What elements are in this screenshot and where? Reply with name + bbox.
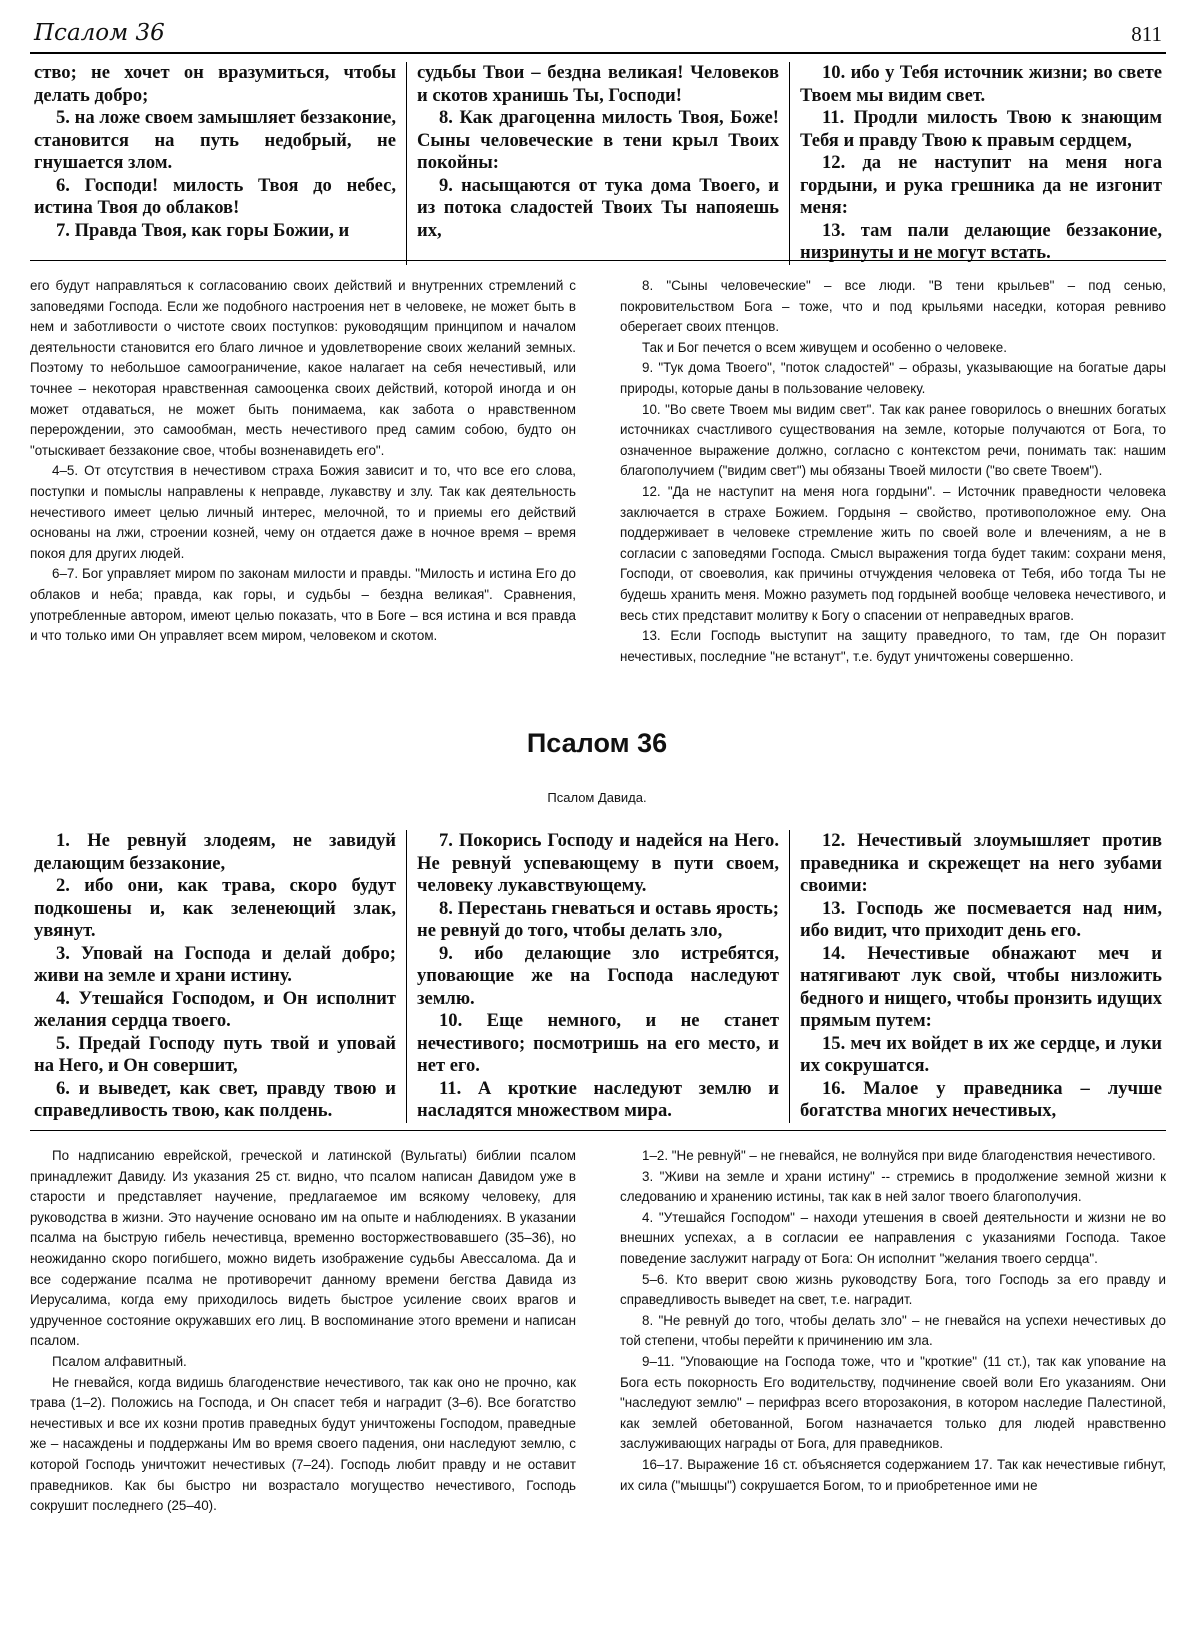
commentary-paragraph: 9. "Тук дома Твоего", "поток сладостей" – образы, указывающие на богатые дары природы, которые даны в пользование человеку.	[620, 360, 1166, 396]
commentary-paragraph: его будут направляться к согласованию своих действий и внутренних стремлений с заповедями Господа. Если же подобного настроения нет в человеке, не может быть в нем и заботливости о чистоте своих поступков: руководящим принципом и началом деятельности становится его благо личное и удовлетворение своих желаний земных. Поэтому то небольшое самоограничение, какое налагает на себя нечестивый, или точнее – некоторая нравственная самооценка своих действий, которой иногда и он может отдаваться, не может быть понимаема, как забота о нравственном перерождении, это самообман, месть нечестивого пред самим собою, будто он "отыскивает беззаконие свое, чтобы возненавидеть его".	[30, 278, 576, 458]
verse-text: 7. Покорись Господу и надейся на Него. Не ревнуй успевающему в пути своем, человеку лукавствующему.	[417, 830, 779, 896]
verse-text: ство; не хочет он вразумиться, чтобы делать добро;	[34, 62, 396, 106]
verse-text: 15. меч их войдет в их же сердце, и луки их сокрушатся.	[800, 1032, 1162, 1076]
psalm-title: Псалом 36	[526, 728, 668, 758]
commentary-paragraph: Не гневайся, когда видишь благоденствие нечестивого, так как оно не прочно, как трава (1–2). Положись на Господа, и Он спасет тебя и наградит (3–6). Все богатство нечестивых и все их козни против праведных будут уничтожены Господом, праведные же – насаждены и поддержаны Им во время своего падения, они наследуют землю, с которой Господь уничтожит нечестивых (7–24). Господь любит правду и не оставит праведников. Как бы быстро ни возрастало могущество нечестивого, Господь сокрушит последнего (25–40).	[30, 1374, 576, 1514]
commentary-paragraph: 9–11. "Уповающие на Господа тоже, что и "кроткие" (11 ст.), так как упование на Бога есть покорность Его водительству, подчинение своей воли Его указаниям. Они "наследуют землю" – перифраз всего второзакония, в котором наследие Палестиной, как землей обетованной, Богом назначается только для людей нравственно заслуживающих награды от Бога, для праведников.	[620, 1353, 1166, 1452]
running-header	[30, 18, 1166, 54]
commentary-paragraph: 8. "Сыны человеческие" – все люди. "В тени крыльев" – под сенью, покровительством Бога – тоже, что и под крыльями наседки, которая ревниво оберегает своих птенцов.	[620, 278, 1166, 335]
psalm-superscription: Псалом Давида.	[547, 790, 647, 805]
verse-text: 6. Господи! милость Твоя до небес, истина Твоя до облаков!	[34, 174, 396, 218]
psalm-verse-columns	[30, 830, 1166, 1123]
verse-text: 10. Еще немного, и не станет нечестивого; посмотришь на его место, и нет его.	[417, 1010, 779, 1076]
psalm-verse-column-2	[406, 830, 789, 1123]
psalm-verse-column-3	[789, 830, 1166, 1123]
page-number: 811	[1131, 22, 1162, 46]
commentary-paragraph: 3. "Живи на земле и храни истину" -- стремись в продолжение земной жизни к следованию и хранению истины, так как в ней залог твоего благополучия.	[620, 1168, 1166, 1205]
verse-text: 5. на ложе своем замышляет беззаконие, становится на путь недобрый, не гнушается злом.	[34, 107, 396, 173]
commentary-paragraph: 16–17. Выражение 16 ст. объясняется содержанием 17. Так как нечестивые гибнут, их сила ("мышцы") сокрушается Богом, то и приобретенное ими не	[620, 1456, 1166, 1493]
verse-text: 7. Правда Твоя, как горы Божии, и	[56, 219, 350, 241]
verse-text: судьбы Твои – бездна великая! Человеков и скотов хранишь Ты, Господи!	[417, 62, 779, 106]
commentary-paragraph: Псалом алфавитный.	[52, 1353, 187, 1369]
verse-text: 3. Уповай на Господа и делай добро; живи на земле и храни истину.	[34, 942, 396, 986]
bottom-commentary-left	[30, 1146, 576, 1517]
verse-text: 11. А кроткие наследуют землю и насладятся множеством мира.	[417, 1077, 779, 1121]
section-divider	[30, 260, 1166, 261]
verse-text: 10. ибо у Тебя источник жизни; во свете Твоем мы видим свет.	[800, 62, 1162, 106]
section-divider	[30, 1130, 1166, 1131]
commentary-paragraph: 12. "Да не наступит на меня нога гордыни". – Источник праведности человека заключается в страхе Божием. Гордыня – свойство, противоположное ему. Она поддерживает в человеке стремление жить по своей воле и влечениям, а не в согласии с заповедями Господа. Смысл выражения тогда будет таким: сохрани меня, Господи, от своеволия, как причины отчуждения человека от Тебя, ибо тогда Ты не будешь хранить меня. Можно разуметь под гордыней вообще человека нечестивого, и весь стих представит молитву к Богу о спасении от неправедных врагов.	[620, 483, 1166, 623]
commentary-paragraph: Так и Бог печется о всем живущем и особенно о человеке.	[642, 339, 1007, 355]
commentary-paragraph: 4. "Утешайся Господом" – находи утешения в своей деятельности и жизни не во внешних успехах, а в согласии ее направления с указаниями Господа. Такое поведение заслужит награду от Бога: Он исполнит "желания твоего сердца".	[620, 1209, 1166, 1266]
commentary-paragraph: 13. Если Господь выступит на защиту праведного, то там, где Он поразит нечестивых, последние "не встанут", т.е. будут уничтожены совершенно.	[620, 628, 1166, 664]
top-commentary-left	[30, 276, 576, 667]
top-verse-column-2	[406, 62, 789, 265]
commentary-paragraph: По надписанию еврейской, греческой и латинской (Вульгаты) библии псалом принадлежит Давиду. Из указания 25 ст. видно, что псалом написан Давидом уже в старости и представляет научение, предлагаемое им всякому человеку, для руководства в жизни. Это научение основано им на опыте и наблюдениях. В указании псалма на быструю гибель нечестивца, временно восторжествовавшего (35–36), но неожиданно скоро погибшего, можно видеть изображение судьбы Авессалома. Да и все содержание псалма не противоречит данному времени бегства Давида из Иерусалима, когда ему приходилось видеть быстрое усиление своих врагов и удрученное состояние окружавших его лиц. В воспоминание этого времени и написан псалом.	[30, 1148, 576, 1349]
verse-text: 12. Нечестивый злоумышляет против праведника и скрежещет на него зубами своими:	[800, 830, 1162, 896]
verse-text: 2. ибо они, как трава, скоро будут подкошены и, как зеленеющий злак, увянут.	[34, 875, 396, 941]
commentary-paragraph: 10. "Во свете Твоем мы видим свет". Так как ранее говорилось о внешних богатых источниках счастливого существования на земле, которые получаются от Бога, то означенное выражение должно, согласно с контекстом речи, понимать так: нашим благополучием ("видим свет") мы обязаны Твоей милости ("во свете Твоем").	[620, 401, 1166, 479]
running-title: Псалом 36	[34, 20, 165, 46]
verse-text: 9. насыщаются от тука дома Твоего, и из потока сладостей Твоих Ты напояешь их,	[417, 174, 779, 241]
top-verse-columns	[30, 62, 1166, 265]
top-commentary	[30, 276, 1166, 667]
verse-text: 13. Господь же посмевается над ним, ибо видит, что приходит день его.	[800, 897, 1162, 941]
verse-text: 9. ибо делающие зло истребятся, уповающие же на Господа наследуют землю.	[417, 942, 779, 1009]
verse-text: 11. Продли милость Твою к знающим Тебя и правду Твою к правым сердцем,	[800, 107, 1162, 151]
verse-text: 16. Малое у праведника – лучше богатства многих нечестивых,	[800, 1077, 1162, 1121]
verse-text: 13. там пали делающие беззаконие, низринуты и не могут встать.	[800, 219, 1162, 263]
bottom-commentary	[30, 1146, 1166, 1517]
verse-text: 1. Не ревнуй злодеям, не завидуй делающим беззаконие,	[34, 830, 396, 874]
top-commentary-right	[620, 276, 1166, 667]
verse-text: 12. да не наступит на меня нога гордыни, и рука грешника да не изгонит меня:	[800, 152, 1162, 218]
commentary-paragraph: 4–5. От отсутствия в нечестивом страха Божия зависит и то, что все его слова, поступки и помыслы направлены к неправде, лукавству и злу. Так как деятельность нечестивого имеет целью личный интерес, мелочной, то и приемы его действий основаны на лжи, строении козней, чему он отдается даже в ночное время – время покоя для других людей.	[30, 463, 576, 561]
verse-text: 5. Предай Господу путь твой и уповай на Него, и Он совершит,	[34, 1032, 396, 1076]
commentary-paragraph: 6–7. Бог управляет миром по законам милости и правды. "Милость и истина Его до облаков и неба; правда, как горы, и судьбы – бездна великая". Сравнения, употребленные автором, имеют целью показать, что в Боге – вся истина и вся правда и что только ими Он управляет всем миром, человеком и скотом.	[30, 566, 576, 644]
psalm-verse-column-1	[30, 830, 406, 1123]
commentary-paragraph: 1–2. "Не ревнуй" – не гневайся, не волнуйся при виде благоденствия нечестивого.	[642, 1148, 1156, 1163]
bottom-commentary-right	[620, 1146, 1166, 1517]
verse-text: 8. Как драгоценна милость Твоя, Боже! Сыны человеческие в тени крыл Твоих покойны:	[417, 107, 779, 173]
verse-text: 8. Перестань гневаться и оставь ярость; не ревнуй до того, чтобы делать зло,	[417, 897, 779, 941]
verse-text: 14. Нечестивые обнажают меч и натягивают лук свой, чтобы низложить бедного и нищего, чтобы пронзить идущих прямым путем:	[800, 942, 1162, 1031]
verse-text: 4. Утешайся Господом, и Он исполнит желания сердца твоего.	[34, 987, 396, 1031]
commentary-paragraph: 5–6. Кто вверит свою жизнь руководству Бога, того Господь за его правду и справедливость выведет на свет, т.е. наградит.	[620, 1271, 1166, 1308]
commentary-paragraph: 8. "Не ревнуй до того, чтобы делать зло" – не гневайся на успехи нечестивых до той степени, чтобы перейти к причинению им зла.	[620, 1312, 1166, 1349]
top-verse-column-3	[789, 62, 1166, 265]
top-verse-column-1	[30, 62, 406, 265]
verse-text: 6. и выведет, как свет, правду твою и справедливость твою, как полдень.	[34, 1077, 396, 1121]
